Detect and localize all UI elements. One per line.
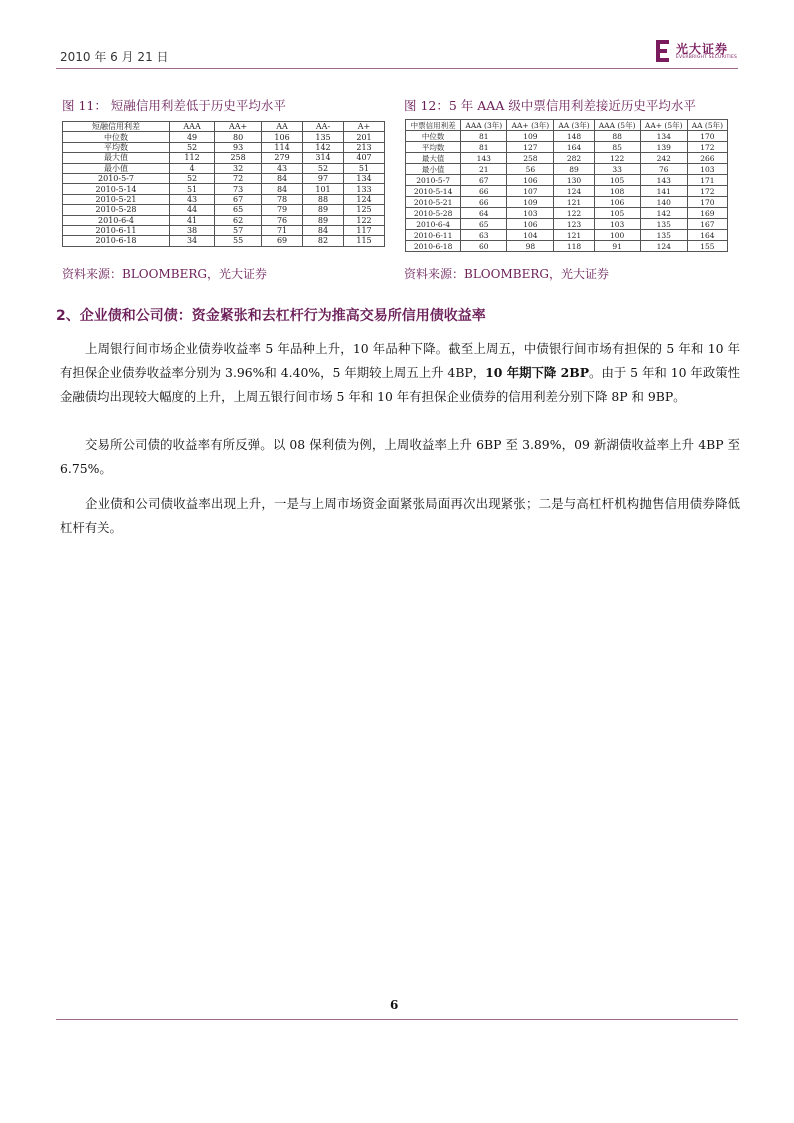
table-cell: 134 (640, 131, 687, 142)
table-cell: 67 (461, 175, 507, 186)
table-cell: 124 (344, 194, 385, 204)
table-cell: 81 (461, 142, 507, 153)
logo-mark-icon (656, 40, 670, 62)
table-cell: 88 (594, 131, 640, 142)
figure-12-source: 资料来源：BLOOMBERG，光大证券 (404, 267, 609, 281)
table-cell: 63 (461, 230, 507, 241)
table-row (406, 208, 728, 219)
table-cell: 84 (262, 184, 303, 194)
row-label-cell: 2010-5-28 (406, 208, 461, 219)
table-cell: 130 (554, 175, 594, 186)
table-cell: 81 (461, 131, 507, 142)
table-cell: 69 (262, 236, 303, 246)
logo-text-en: EVERBRIGHT SECURITIES (676, 55, 738, 60)
row-label-cell: 2010-5-14 (406, 186, 461, 197)
table-cell: 91 (594, 241, 640, 252)
table-cell: 103 (687, 164, 727, 175)
header-date: 2010 年 6 月 21 日 (60, 50, 169, 64)
table-cell: 112 (170, 153, 215, 163)
table-row (406, 186, 728, 197)
table-cell: 109 (507, 197, 554, 208)
table-cell: 98 (507, 241, 554, 252)
table-cell: 135 (640, 219, 687, 230)
table-cell: 4 (170, 163, 215, 173)
table-row (406, 131, 728, 142)
table-cell: 135 (640, 230, 687, 241)
table-cell: 266 (687, 153, 727, 164)
table-cell: 80 (215, 132, 262, 142)
table-cell: 122 (594, 153, 640, 164)
table-header-row (63, 122, 385, 132)
table-cell: 171 (687, 175, 727, 186)
row-label-cell: 最小值 (406, 164, 461, 175)
table-cell: 57 (215, 225, 262, 235)
table-cell: 71 (262, 225, 303, 235)
table-cell: 65 (215, 205, 262, 215)
table-cell: 279 (262, 153, 303, 163)
column-header: A+ (344, 122, 385, 132)
table-cell: 38 (170, 225, 215, 235)
table-cell: 41 (170, 215, 215, 225)
table-cell: 118 (554, 241, 594, 252)
table-cell: 43 (262, 163, 303, 173)
table-cell: 141 (640, 186, 687, 197)
table-cell: 106 (507, 219, 554, 230)
table-row (406, 230, 728, 241)
column-header: AAA (5年) (594, 120, 640, 131)
table-cell: 135 (303, 132, 344, 142)
table-cell: 117 (344, 225, 385, 235)
table-cell: 56 (507, 164, 554, 175)
table-row (63, 184, 385, 194)
row-label-cell: 2010-5-21 (406, 197, 461, 208)
table-row (63, 236, 385, 246)
table-cell: 106 (594, 197, 640, 208)
table-row (63, 163, 385, 173)
column-header: AA+ (215, 122, 262, 132)
column-header: AA+ (5年) (640, 120, 687, 131)
table-cell: 282 (554, 153, 594, 164)
logo-text-cn: 光大证券 (676, 42, 729, 56)
row-label-cell: 2010-5-7 (406, 175, 461, 186)
table-cell: 103 (507, 208, 554, 219)
table-cell: 115 (344, 236, 385, 246)
table-cell: 114 (262, 142, 303, 152)
table-cell: 407 (344, 153, 385, 163)
table-cell: 108 (594, 186, 640, 197)
table-cell: 106 (262, 132, 303, 142)
table-row (406, 164, 728, 175)
table-cell: 133 (344, 184, 385, 194)
header-divider (56, 68, 738, 69)
table-cell: 66 (461, 186, 507, 197)
table-cell: 123 (554, 219, 594, 230)
table-cell: 107 (507, 186, 554, 197)
table-cell: 122 (554, 208, 594, 219)
row-label-cell: 中位数 (406, 131, 461, 142)
table-cell: 52 (170, 173, 215, 183)
table-cell: 89 (303, 205, 344, 215)
row-label-cell: 平均数 (406, 142, 461, 153)
row-label-cell: 最大值 (406, 153, 461, 164)
column-header: AA+ (3年) (507, 120, 554, 131)
table-cell: 43 (170, 194, 215, 204)
table-cell: 89 (554, 164, 594, 175)
table-cell: 139 (640, 142, 687, 153)
table-cell: 51 (170, 184, 215, 194)
table-cell: 155 (687, 241, 727, 252)
table-cell: 140 (640, 197, 687, 208)
table-row (63, 142, 385, 152)
column-header: AA (262, 122, 303, 132)
row-label-cell: 2010-6-18 (63, 236, 170, 246)
row-label-cell: 2010-6-11 (63, 225, 170, 235)
table-cell: 142 (640, 208, 687, 219)
cp-credit-spread-table (62, 121, 385, 247)
table-cell: 142 (303, 142, 344, 152)
page-number: 6 (390, 998, 399, 1012)
paragraph-text: 。由于 5 年和 10 年政策性金融债均出现较大幅度的上升，上周五银行间市场 5 年和 10 年有担保企业债券的信用利差分别下降 8P 和 9BP。 (60, 365, 741, 404)
paragraph-bold-text: 10 年期下降 2BP (485, 365, 590, 380)
table-row (63, 215, 385, 225)
figure-11-title: 图 11： 短融信用利差低于历史平均水平 (62, 98, 286, 113)
section-heading: 2、企业债和公司债：资金紧张和去杠杆行为推高交易所信用债收益率 (56, 308, 486, 324)
table-cell: 93 (215, 142, 262, 152)
row-label-cell: 2010-5-7 (63, 173, 170, 183)
table-cell: 101 (303, 184, 344, 194)
table-cell: 164 (554, 142, 594, 153)
table-cell: 134 (344, 173, 385, 183)
table-row (63, 153, 385, 163)
row-label-cell: 最大值 (63, 153, 170, 163)
table-row (63, 132, 385, 142)
table-cell: 55 (215, 236, 262, 246)
table-cell: 121 (554, 197, 594, 208)
table-cell: 84 (303, 225, 344, 235)
company-logo (656, 38, 738, 66)
table-cell: 73 (215, 184, 262, 194)
table-row (63, 194, 385, 204)
table-cell: 314 (303, 153, 344, 163)
table-cell: 143 (461, 153, 507, 164)
table-cell: 103 (594, 219, 640, 230)
row-label-cell: 最小值 (63, 163, 170, 173)
paragraph-enterprise-bonds (60, 337, 740, 409)
table-cell: 125 (344, 205, 385, 215)
table-cell: 67 (215, 194, 262, 204)
table-cell: 21 (461, 164, 507, 175)
row-label-cell: 2010-6-4 (406, 219, 461, 230)
column-header: AAA (3年) (461, 120, 507, 131)
table-cell: 109 (507, 131, 554, 142)
table-cell: 72 (215, 173, 262, 183)
table-cell: 82 (303, 236, 344, 246)
row-label-cell: 2010-6-11 (406, 230, 461, 241)
table-cell: 169 (687, 208, 727, 219)
row-label-cell: 中位数 (63, 132, 170, 142)
table-row (406, 241, 728, 252)
table-row (406, 197, 728, 208)
table-cell: 52 (170, 142, 215, 152)
table-cell: 258 (507, 153, 554, 164)
table-cell: 76 (640, 164, 687, 175)
table-cell: 213 (344, 142, 385, 152)
row-label-cell: 2010-5-14 (63, 184, 170, 194)
table-cell: 51 (344, 163, 385, 173)
table-cell: 84 (262, 173, 303, 183)
table-cell: 167 (687, 219, 727, 230)
table-cell: 66 (461, 197, 507, 208)
table-cell: 170 (687, 131, 727, 142)
table-cell: 143 (640, 175, 687, 186)
table-cell: 122 (344, 215, 385, 225)
table-cell: 104 (507, 230, 554, 241)
table-cell: 105 (594, 208, 640, 219)
column-header: AA (3年) (554, 120, 594, 131)
table-cell: 34 (170, 236, 215, 246)
table-cell: 105 (594, 175, 640, 186)
row-label-cell: 平均数 (63, 142, 170, 152)
table-row (63, 173, 385, 183)
table-cell: 60 (461, 241, 507, 252)
table-header-row (406, 120, 728, 131)
table-cell: 258 (215, 153, 262, 163)
table-cell: 33 (594, 164, 640, 175)
table-cell: 106 (507, 175, 554, 186)
table-row (63, 205, 385, 215)
table-cell: 121 (554, 230, 594, 241)
table-cell: 148 (554, 131, 594, 142)
table-cell: 242 (640, 153, 687, 164)
column-header: AA- (303, 122, 344, 132)
table-row (406, 153, 728, 164)
row-label-cell: 2010-5-28 (63, 205, 170, 215)
column-header: AA (5年) (687, 120, 727, 131)
column-header: 短融信用利差 (63, 122, 170, 132)
table-cell: 62 (215, 215, 262, 225)
table-cell: 65 (461, 219, 507, 230)
table-cell: 201 (344, 132, 385, 142)
paragraph-yield-rise-reasons: 企业债和公司债收益率出现上升，一是与上周市场资金面紧张局面再次出现紧张；二是与高杠杆机构抛售信用债券降低杠杆有关。 (60, 496, 740, 535)
table-cell: 52 (303, 163, 344, 173)
table-row (406, 175, 728, 186)
column-header: AAA (170, 122, 215, 132)
column-header: 中票信用利差 (406, 120, 461, 131)
row-label-cell: 2010-6-18 (406, 241, 461, 252)
table-cell: 78 (262, 194, 303, 204)
table-cell: 89 (303, 215, 344, 225)
table-cell: 76 (262, 215, 303, 225)
figure-12-title: 图 12：5 年 AAA 级中票信用利差接近历史平均水平 (404, 98, 696, 113)
paragraph-text: 上周银行间市场企业债券收益率 5 年品种上升，10 年品种下降。截至上周五，中债银行间市场有担保的 5 年和 10 年有担保企业债券收益率分别为 3.96%和 4.40%，5 年期较上周五上升 4BP， (60, 341, 740, 380)
table-cell: 124 (640, 241, 687, 252)
table-cell: 49 (170, 132, 215, 142)
row-label-cell: 2010-5-21 (63, 194, 170, 204)
table-cell: 172 (687, 186, 727, 197)
row-label-cell: 2010-6-4 (63, 215, 170, 225)
mtn-credit-spread-table (405, 119, 728, 252)
table-cell: 64 (461, 208, 507, 219)
table-row (406, 219, 728, 230)
table-cell: 32 (215, 163, 262, 173)
table-cell: 85 (594, 142, 640, 153)
table-cell: 88 (303, 194, 344, 204)
table-cell: 172 (687, 142, 727, 153)
table-cell: 44 (170, 205, 215, 215)
table-cell: 79 (262, 205, 303, 215)
table-cell: 124 (554, 186, 594, 197)
table-cell: 170 (687, 197, 727, 208)
table-cell: 97 (303, 173, 344, 183)
table-row (63, 225, 385, 235)
table-cell: 164 (687, 230, 727, 241)
table-row (406, 142, 728, 153)
table-cell: 127 (507, 142, 554, 153)
table-cell: 100 (594, 230, 640, 241)
footer-divider (56, 1019, 738, 1020)
figure-11-source: 资料来源：BLOOMBERG，光大证券 (62, 267, 267, 281)
paragraph-exchange-bonds: 交易所公司债的收益率有所反弹。以 08 保利债为例，上周收益率上升 6BP 至 3.89%，09 新湖债收益率上升 4BP 至 6.75%。 (60, 437, 740, 476)
